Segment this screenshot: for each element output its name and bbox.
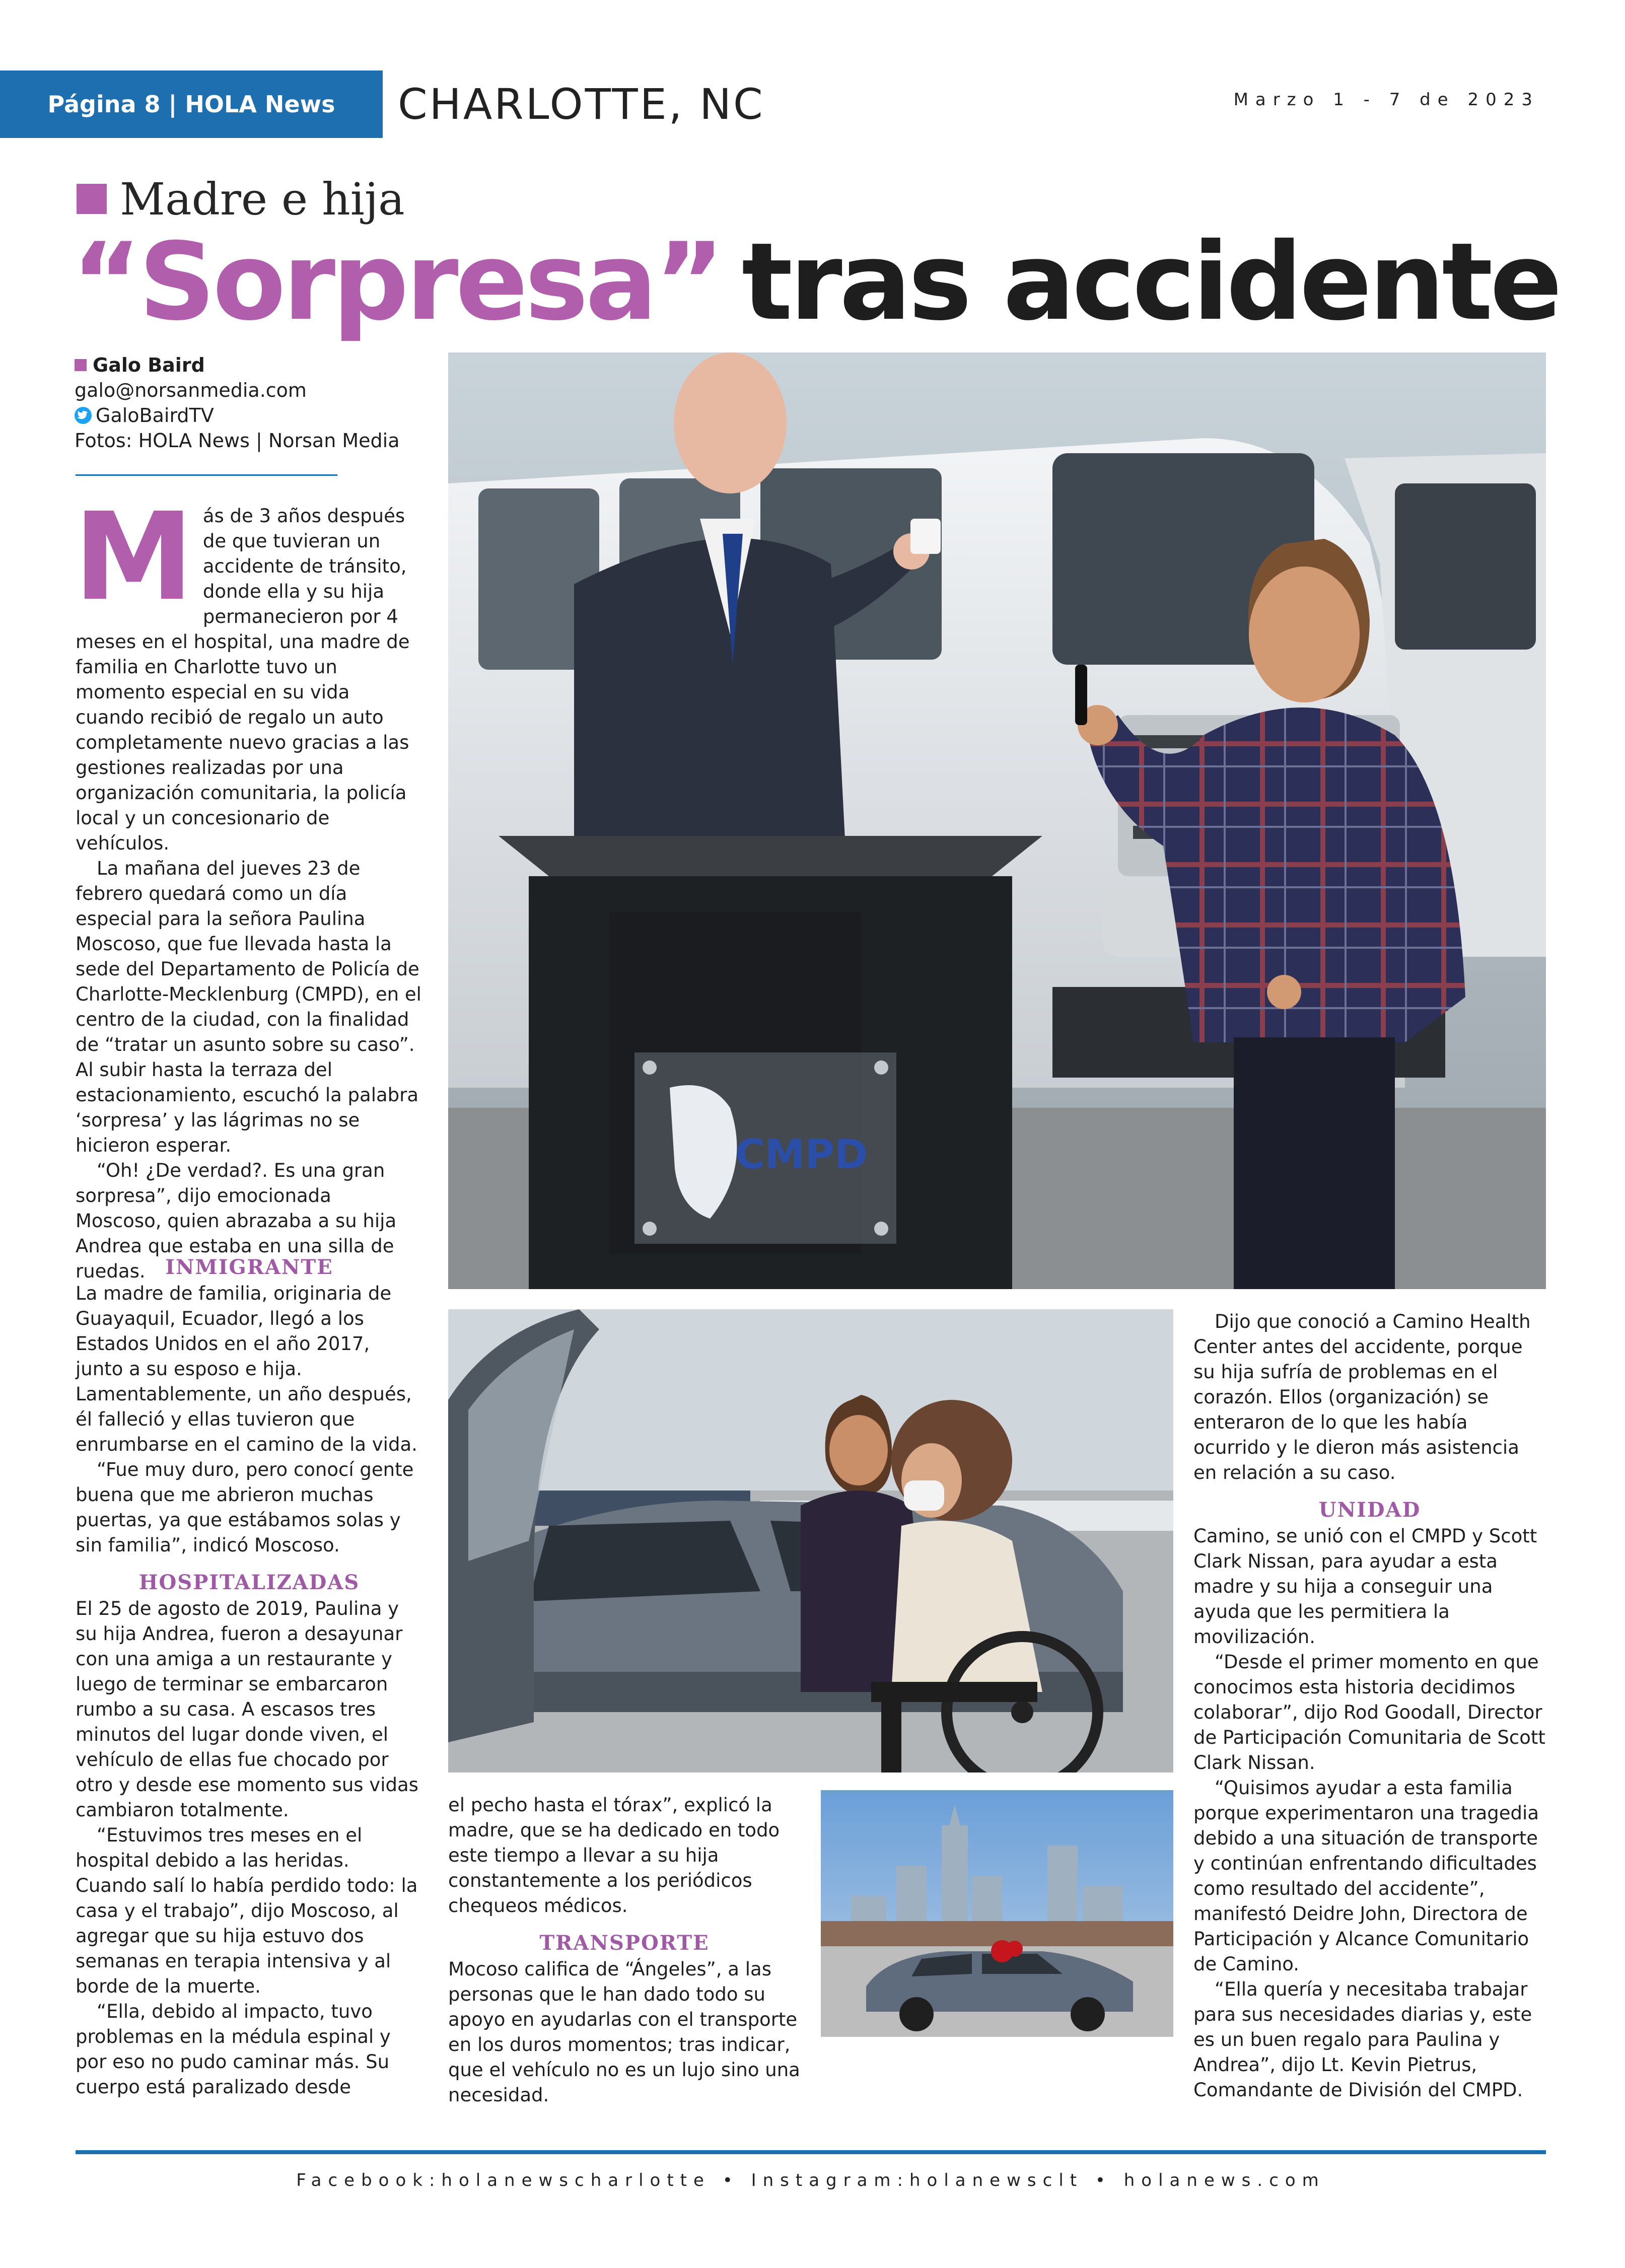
paragraph-intro: ás de 3 años después de que tuvieran un accidente de tránsito, donde ella y su hija permanecieron por 4 meses en el hospital, una madre de familia en Charlotte tuvo un momento especial en su vida cuando recibió de regalo un auto completamente nuevo gracias a las gestiones realizadas por una organización comunitaria, la policía local y un concesionario de vehículos. (76, 505, 410, 854)
cmpd-logo-text: CMPD (735, 1131, 868, 1178)
subheading-transporte: TRANSPORTE (539, 1931, 710, 1955)
paragraph: “Desde el primer momento en que conocimos esta historia decidimos colaborar”, dijo Rod Goodall, Director de Participación Comunitaria de Scott Clark Nissan. (1193, 1651, 1545, 1774)
byline-twitter-line[interactable] (75, 403, 417, 428)
subheading-unidad: UNIDAD (1318, 1498, 1421, 1522)
byline-email[interactable]: galo@norsanmedia.com (75, 379, 307, 401)
paragraph: “Fue muy duro, pero conocí gente buena que me abrieron muchas puertas, ya que estábamos solas y sin familia”, indicó Moscoso. (76, 1459, 414, 1556)
paragraph: La madre de familia, originaria de Guayaquil, Ecuador, llegó a los Estados Unidos en el año 2017, junto a su esposo e hija. Lamentablemente, un año después, él falleció y ellas tuvieron que enrumbarse en el camino de la vida. (76, 1283, 417, 1455)
paragraph: Mocoso califica de “Ángeles”, a las personas que le han dado todo su apoyo en ayudarlas con el transporte en los duros momentos; tras indicar, que el vehículo no es un lujo sino una necesidad. (448, 1958, 800, 2106)
photo-key-handover-image (448, 352, 1546, 1289)
headline (72, 222, 1559, 342)
headline-highlight: “Sorpresa” (72, 220, 722, 344)
column-2 (448, 1793, 801, 2108)
twitter-icon (75, 407, 92, 424)
byline-divider (76, 474, 337, 476)
paragraph: Camino, se unió con el CMPD y Scott Clark Nissan, para ayudar a esta madre y su hija a conseguir una ayuda que les permitiera la movilización. (1193, 1525, 1537, 1648)
footer-divider (76, 2150, 1546, 2154)
photo-key-handover (448, 352, 1546, 1289)
kicker-square-icon (77, 184, 107, 214)
paragraph: La mañana del jueves 23 de febrero quedará como un día especial para la señora Paulina Moscoso, que fue llevada hasta la sede del Departamento de Policía de Charlotte-Mecklenburg (CMPD), en el centro de la ciudad, con la finalidad de “tratar un asunto sobre su caso”. Al subir hasta la terraza del estacionamiento, escuchó la palabra ‘sorpresa’ y las lágrimas no se hicieron esperar. (76, 858, 421, 1156)
byline-twitter: GaloBairdTV (96, 404, 214, 427)
subheading-hospitalizadas: HOSPITALIZADAS (138, 1571, 360, 1594)
byline (75, 352, 417, 453)
photo-skyline-new-car (821, 1790, 1173, 2037)
paragraph: “Ella quería y necesitaba trabajar para sus necesidades diarias y, este es un buen regalo para Paulina y Andrea”, dijo Lt. Kevin Pietrus, Comandante de División del CMPD. (1193, 1978, 1532, 2101)
photo-skyline-new-car-image (821, 1790, 1173, 2037)
dropcap: M (74, 486, 194, 627)
byline-author-line (75, 352, 417, 378)
page-tag: Página 8 | HOLA News (0, 70, 383, 138)
city-title: CHARLOTTE, NC (398, 80, 765, 129)
byline-photos: Fotos: HOLA News | Norsan Media (75, 430, 400, 452)
paragraph: “Quisimos ayudar a esta familia porque experimentaron una tragedia debido a una situación de transporte y continúan enfrentando dificultades como resultado del accidente”, manifestó Deidre John, Directora de Participación y Alcance Comunitario de Camino. (1193, 1777, 1539, 1975)
column-1-bottom (76, 1254, 423, 2100)
footer-social: Facebook:holanewscharlotte • Instagram:holanewsclt • holanews.com (296, 2170, 1325, 2190)
headline-rest: tras accidente (741, 220, 1560, 344)
photo-car-wheelchair (448, 1309, 1173, 1773)
column-1-top (74, 486, 423, 1284)
subheading-inmigrante: INMIGRANTE (165, 1255, 333, 1279)
column-3 (1193, 1309, 1546, 2103)
issue-date: Marzo 1 - 7 de 2023 (1233, 90, 1539, 110)
paragraph: el pecho hasta el tórax”, explicó la madre, que se ha dedicado en todo este tiempo a llevar a su hija constantemente a los periódicos chequeos médicos. (448, 1794, 780, 1917)
photo-car-wheelchair-image (448, 1309, 1173, 1773)
author-square-icon (75, 359, 87, 371)
kicker-row (77, 171, 405, 227)
paragraph: “Estuvimos tres meses en el hospital debido a las heridas. Cuando salí lo había perdido todo: la casa y el trabajo”, dijo Moscoso, al agregar que su hija estuvo dos semanas en terapia intensiva y al borde de la muerte. (76, 1824, 418, 1997)
paragraph: Dijo que conoció a Camino Health Center antes del accidente, porque su hija sufría de problemas en el corazón. Ellos (organización) se enteraron de lo que les había ocurrido y le dieron más asistencia en relación a su caso. (1193, 1311, 1531, 1483)
paragraph: “Oh! ¿De verdad?. Es una gran sorpresa”, dijo emocionada Moscoso, quien abrazaba a su hija Andrea que estaba en una silla de ruedas. (76, 1160, 397, 1282)
kicker: Madre e hija (120, 173, 405, 225)
paragraph: El 25 de agosto de 2019, Paulina y su hija Andrea, fueron a desayunar con una amiga a un restaurante y luego de terminar se embarcaron rumbo a su casa. A escasos tres minutos del lugar donde viven, el vehículo de ellas fue chocado por otro y desde ese momento sus vidas cambiaron totalmente. (76, 1598, 418, 1821)
paragraph: “Ella, debido al impacto, tuvo problemas en la médula espinal y por eso no pudo caminar más. Su cuerpo está paralizado desde (76, 2001, 391, 2098)
byline-author: Galo Baird (93, 354, 205, 376)
